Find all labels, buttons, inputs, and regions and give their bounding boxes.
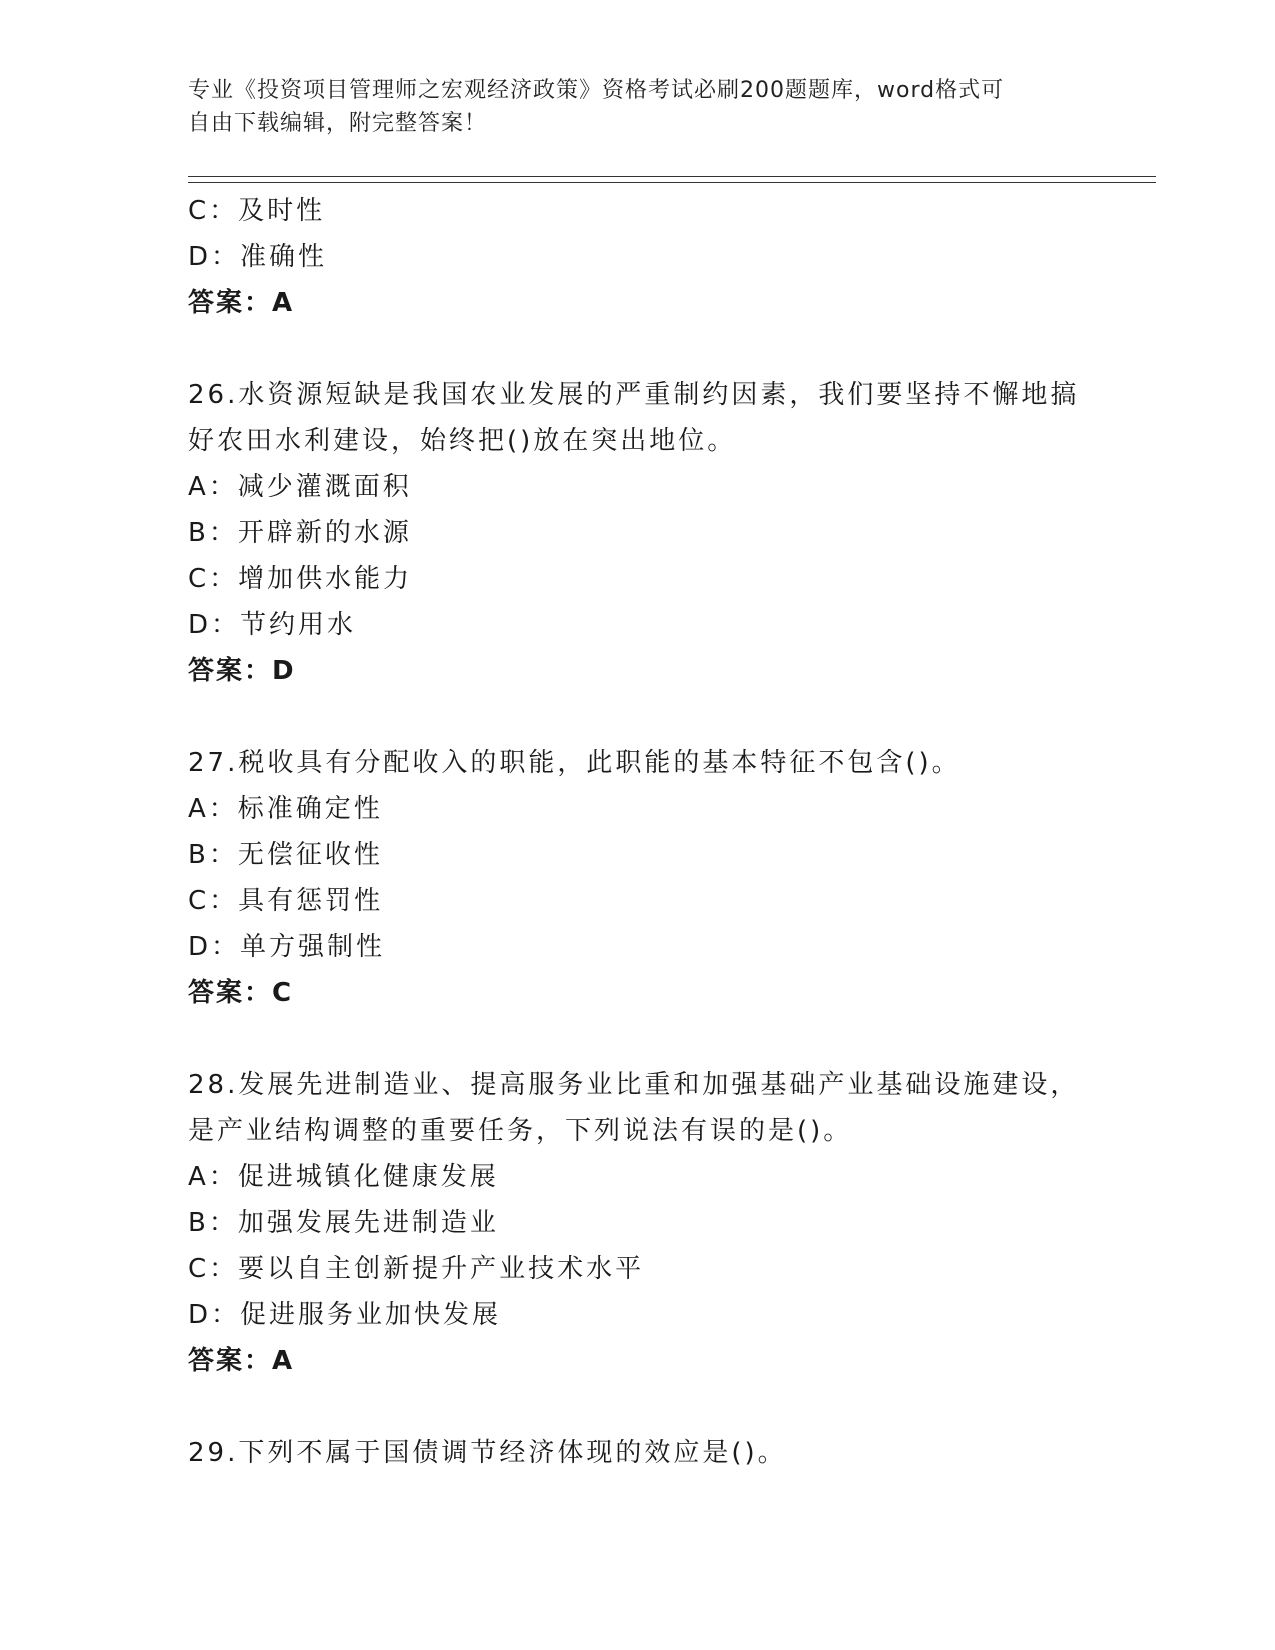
- option-a: A：促进城镇化健康发展: [188, 1162, 499, 1192]
- question-stem-line: 是产业结构调整的重要任务，下列说法有误的是()。: [188, 1116, 853, 1146]
- question-stem-line: 27.税收具有分配收入的职能，此职能的基本特征不包含()。: [188, 748, 961, 778]
- header-line-1: 专业《投资项目管理师之宏观经济政策》资格考试必刷200题题库，word格式可: [188, 78, 1005, 103]
- answer: 答案：D: [188, 656, 296, 686]
- question-list: [188, 188, 1088, 1476]
- question-26: [188, 372, 1088, 694]
- spacer: [188, 326, 1088, 372]
- answer: 答案：C: [188, 978, 294, 1008]
- spacer: [188, 1384, 1088, 1430]
- header-line-2: 自由下载编辑，附完整答案！: [188, 111, 488, 136]
- option-d: D：促进服务业加快发展: [188, 1300, 502, 1330]
- answer: 答案：A: [188, 288, 295, 318]
- option-c: C：要以自主创新提升产业技术水平: [188, 1254, 645, 1284]
- option-b: B：加强发展先进制造业: [188, 1208, 499, 1238]
- option-b: B：无偿征收性: [188, 840, 383, 870]
- option-c: C：增加供水能力: [188, 564, 413, 594]
- question-25-tail: [188, 188, 1088, 326]
- page-header: [188, 74, 1068, 140]
- option-a: A：标准确定性: [188, 794, 383, 824]
- option-d: D：单方强制性: [188, 932, 386, 962]
- spacer: [188, 1016, 1088, 1062]
- question-stem-line: 28.发展先进制造业、提高服务业比重和加强基础产业基础设施建设，: [188, 1070, 1080, 1100]
- question-stem-line: 29.下列不属于国债调节经济体现的效应是()。: [188, 1438, 787, 1468]
- answer: 答案：A: [188, 1346, 295, 1376]
- question-stem-line: 26.水资源短缺是我国农业发展的严重制约因素，我们要坚持不懈地搞: [188, 380, 1080, 410]
- question-stem-line: 好农田水利建设，始终把()放在突出地位。: [188, 426, 737, 456]
- spacer: [188, 694, 1088, 740]
- question-27: [188, 740, 1088, 1016]
- option-b: B：开辟新的水源: [188, 518, 412, 548]
- option-a: A：减少灌溉面积: [188, 472, 412, 502]
- header-divider: [188, 176, 1156, 183]
- option-d: D：准确性: [188, 242, 328, 272]
- option-c: C：具有惩罚性: [188, 886, 384, 916]
- option-d: D：节约用水: [188, 610, 357, 640]
- option-c: C：及时性: [188, 196, 326, 226]
- question-29: [188, 1430, 1088, 1476]
- question-28: [188, 1062, 1088, 1384]
